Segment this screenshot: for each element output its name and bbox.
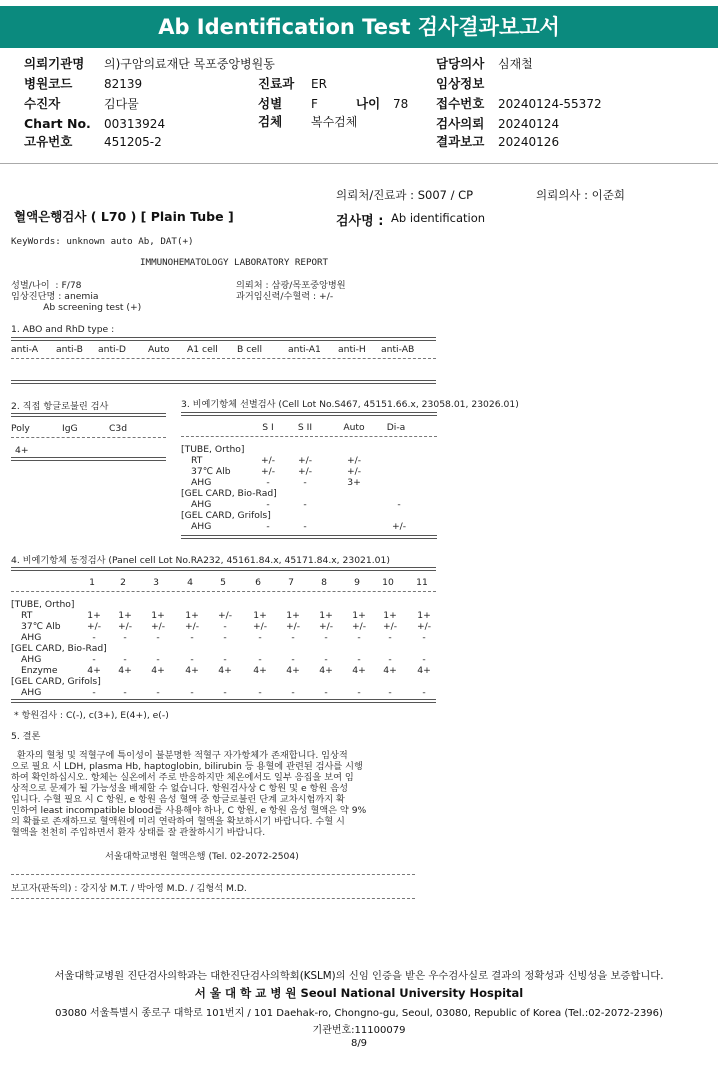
section1-title: 1. ABO and RhD type : xyxy=(11,324,115,335)
screen-cell-3-1: - xyxy=(303,477,307,488)
section4-columns xyxy=(11,577,436,588)
label-unique-no: 고유번호 xyxy=(24,134,73,149)
screen-row-label-2: 37℃ Alb xyxy=(191,466,231,477)
label-institution: 의뢰기관명 xyxy=(24,56,85,71)
panel-cell-3-8: - xyxy=(357,632,361,643)
conclusion-line-3: 상적으로 문제가 될 가능성을 배제할 수 없습니다. 항원검사상 C 항원 및 e 항원 음성 xyxy=(11,783,348,794)
section4-rule-mid xyxy=(11,591,436,592)
patient-diagnosis-2: Ab screening test (+) xyxy=(11,302,142,313)
value-specimen: 복수검체 xyxy=(311,115,358,129)
patient-sex-age: 성별/나이 : F/78 xyxy=(11,280,82,291)
screen-cell-3-2: 3+ xyxy=(347,477,361,488)
panel-cell-6-8: 4+ xyxy=(352,665,366,676)
panel-cell-1-2: 1+ xyxy=(151,610,165,621)
value-sex: F xyxy=(311,97,318,111)
screen-row-label-7: AHG xyxy=(191,521,212,532)
panel-cell-3-5: - xyxy=(258,632,262,643)
panel-row-label-3: AHG xyxy=(21,632,42,643)
panel-cell-5-1: - xyxy=(123,654,127,665)
panel-col-2: 3 xyxy=(153,577,159,588)
section1-columns xyxy=(11,344,436,355)
panel-cell-5-10: - xyxy=(422,654,426,665)
screen-cell-1-2: +/- xyxy=(346,455,362,466)
panel-cell-5-4: - xyxy=(223,654,227,665)
panel-cell-3-6: - xyxy=(291,632,295,643)
panel-cell-6-7: 4+ xyxy=(319,665,333,676)
panel-col-9: 10 xyxy=(382,577,394,588)
antigen-test: * 항원검사 : C(-), c(3+), E(4+), e(-) xyxy=(14,710,169,721)
panel-col-5: 6 xyxy=(255,577,261,588)
section2-values xyxy=(11,445,166,456)
panel-col-1: 2 xyxy=(120,577,126,588)
section4-title: 4. 비예기항체 동정검사 (Panel cell Lot No.RA232, 45161.84.x, 45171.84.x, 23021.01) xyxy=(11,555,390,566)
panel-cell-3-10: - xyxy=(422,632,426,643)
conclusion-line-2: 하여 확인하십시오. 항체는 실온에서 주로 반응하지만 체온에서도 일부 응집을 보여 임 xyxy=(11,772,354,783)
panel-cell-1-3: 1+ xyxy=(185,610,199,621)
label-accession-no: 접수번호 xyxy=(436,96,485,111)
reporter-rule-bottom xyxy=(11,898,415,899)
screen-row-label-6: [GEL CARD, Grifols] xyxy=(181,510,271,521)
panel-cell-6-2: 4+ xyxy=(151,665,165,676)
abo-col-3: Auto xyxy=(148,344,170,355)
reporter-rule-top xyxy=(11,874,415,875)
test-title: 혈액은행검사 ( L70 ) [ Plain Tube ] xyxy=(14,209,234,224)
value-report-date: 20240126 xyxy=(498,135,560,149)
section4-rule-top xyxy=(11,567,436,571)
screen-col-2: Auto xyxy=(343,422,365,433)
panel-cell-3-3: - xyxy=(190,632,194,643)
value-accession-no: 20240124-55372 xyxy=(498,97,602,111)
section2-rule-top xyxy=(11,413,166,417)
panel-row-label-7: [GEL CARD, Grifols] xyxy=(11,676,101,687)
value-unique-no: 451205-2 xyxy=(104,135,162,149)
section3-columns xyxy=(181,422,437,433)
panel-cell-6-1: 4+ xyxy=(118,665,132,676)
section3-title: 3. 비예기항체 선별검사 (Cell Lot No.S467, 45151.66.x, 23058.01, 23026.01) xyxy=(181,399,519,410)
panel-cell-8-2: - xyxy=(156,687,160,698)
conclusion-line-4: 입니다. 수혈 필요 시 C 항원, e 항원 음성 혈액 중 항글로불린 단계 교차시험까지 확 xyxy=(11,794,345,805)
value-patient: 김다물 xyxy=(104,97,139,111)
screen-cell-5-3: - xyxy=(397,499,401,510)
panel-cell-2-0: +/- xyxy=(86,621,102,632)
panel-row-label-0: [TUBE, Ortho] xyxy=(11,599,75,610)
section2-title: 2. 직접 항글로불린 검사 xyxy=(11,401,109,412)
panel-cell-5-6: - xyxy=(291,654,295,665)
screen-cell-2-2: +/- xyxy=(346,466,362,477)
panel-cell-1-10: 1+ xyxy=(417,610,431,621)
referral-dept: 의뢰처/진료과 : S007 / CP xyxy=(336,188,474,202)
panel-cell-6-3: 4+ xyxy=(185,665,199,676)
keywords: KeyWords: unknown auto Ab, DAT(+) xyxy=(11,236,194,247)
panel-cell-8-7: - xyxy=(324,687,328,698)
abo-col-6: anti-A1 xyxy=(288,344,321,355)
test-name-label: 검사명 : xyxy=(336,214,384,229)
panel-cell-8-9: - xyxy=(388,687,392,698)
panel-cell-8-10: - xyxy=(422,687,426,698)
abo-col-7: anti-H xyxy=(338,344,366,355)
reporter: 보고자(판독의) : 강지상 M.T. / 박아영 M.D. / 김형석 M.D. xyxy=(11,883,247,894)
section4-rows xyxy=(11,599,436,698)
section1-rule-top xyxy=(11,337,436,341)
panel-cell-2-4: - xyxy=(223,621,227,632)
panel-cell-8-8: - xyxy=(357,687,361,698)
panel-cell-8-5: - xyxy=(258,687,262,698)
screen-row-label-0: [TUBE, Ortho] xyxy=(181,444,245,455)
label-patient: 수진자 xyxy=(24,96,61,111)
screen-cell-1-0: +/- xyxy=(260,455,276,466)
panel-cell-5-0: - xyxy=(92,654,96,665)
patient-history: 과거임신력/수혈력 : +/- xyxy=(236,291,334,302)
panel-cell-5-5: - xyxy=(258,654,262,665)
panel-cell-6-9: 4+ xyxy=(383,665,397,676)
panel-cell-1-1: 1+ xyxy=(118,610,132,621)
panel-col-8: 9 xyxy=(354,577,360,588)
panel-cell-2-3: +/- xyxy=(184,621,200,632)
section3-rule-top xyxy=(181,412,437,416)
screen-cell-2-0: +/- xyxy=(260,466,276,477)
panel-cell-5-3: - xyxy=(190,654,194,665)
screen-cell-5-1: - xyxy=(303,499,307,510)
panel-cell-5-2: - xyxy=(156,654,160,665)
value-doctor: 심재철 xyxy=(498,57,533,71)
screen-col-1: S II xyxy=(297,422,313,433)
label-hospital-code: 병원코드 xyxy=(24,76,73,91)
patient-referral: 의뢰처 : 삼광/목포중앙병원 xyxy=(236,280,346,291)
footer-hospital: 서 울 대 학 교 병 원 Seoul National University Hospital xyxy=(194,986,524,1000)
referral-doctor: 의뢰의사 : 이준희 xyxy=(536,188,625,202)
panel-col-3: 4 xyxy=(187,577,193,588)
bloodbank-contact: 서울대학교병원 혈액은행 (Tel. 02-2072-2504) xyxy=(105,851,299,862)
section2-rule-bottom xyxy=(11,457,166,461)
panel-cell-3-1: - xyxy=(123,632,127,643)
panel-cell-2-7: +/- xyxy=(318,621,334,632)
panel-col-7: 8 xyxy=(321,577,327,588)
panel-cell-1-4: +/- xyxy=(217,610,233,621)
section3-rule-bottom xyxy=(181,535,437,539)
panel-cell-2-6: +/- xyxy=(285,621,301,632)
panel-cell-1-6: 1+ xyxy=(286,610,300,621)
value-age: 78 xyxy=(393,97,409,111)
panel-cell-2-5: +/- xyxy=(252,621,268,632)
panel-cell-6-4: 4+ xyxy=(218,665,232,676)
label-specimen: 검체 xyxy=(258,114,283,129)
panel-cell-6-10: 4+ xyxy=(417,665,431,676)
header-divider xyxy=(0,163,718,164)
conclusion-line-5: 인하여 least incompatible blood를 사용해야 하나, C 항원, e 항원 음성 혈액은 약 9% xyxy=(11,805,367,816)
screen-row-label-1: RT xyxy=(191,455,203,466)
dat-col-0: Poly xyxy=(11,423,30,434)
screen-col-3: Di-a xyxy=(386,422,406,433)
section3-rows xyxy=(181,444,437,532)
conclusion-line-7: 혈액을 천천히 주입하면서 환자 상태를 잘 관찰하시기 바랍니다. xyxy=(11,827,266,838)
report-title: IMMUNOHEMATOLOGY LABORATORY REPORT xyxy=(140,257,329,268)
label-department: 진료과 xyxy=(258,76,295,91)
screen-cell-7-1: - xyxy=(303,521,307,532)
abo-col-4: A1 cell xyxy=(187,344,218,355)
screen-cell-1-1: +/- xyxy=(297,455,313,466)
panel-cell-1-0: 1+ xyxy=(87,610,101,621)
panel-cell-2-2: +/- xyxy=(150,621,166,632)
panel-cell-3-2: - xyxy=(156,632,160,643)
label-report-date: 결과보고 xyxy=(436,134,485,149)
abo-col-8: anti-AB xyxy=(381,344,415,355)
section2-columns xyxy=(11,423,166,434)
panel-cell-3-7: - xyxy=(324,632,328,643)
panel-cell-8-3: - xyxy=(190,687,194,698)
panel-cell-8-4: - xyxy=(223,687,227,698)
label-clinical-info: 임상정보 xyxy=(436,76,485,91)
panel-cell-8-0: - xyxy=(92,687,96,698)
label-sex: 성별 xyxy=(258,96,283,111)
label-request-date: 검사의뢰 xyxy=(436,116,485,131)
abo-col-5: B cell xyxy=(237,344,263,355)
screen-cell-2-1: +/- xyxy=(297,466,313,477)
panel-cell-6-5: 4+ xyxy=(253,665,267,676)
conclusion-line-6: 의 확률로 존재하므로 혈액원에 미리 연락하여 혈액을 확보하시기 바랍니다. 수혈 시 xyxy=(11,816,345,827)
section1-rule-mid xyxy=(11,358,436,359)
abo-col-2: anti-D xyxy=(98,344,126,355)
panel-row-label-4: [GEL CARD, Bio-Rad] xyxy=(11,643,107,654)
panel-cell-1-5: 1+ xyxy=(253,610,267,621)
section3-rule-mid xyxy=(181,436,437,437)
screen-row-label-5: AHG xyxy=(191,499,212,510)
panel-row-label-8: AHG xyxy=(21,687,42,698)
panel-cell-8-6: - xyxy=(291,687,295,698)
panel-row-label-2: 37℃ Alb xyxy=(21,621,61,632)
dat-value-0: 4+ xyxy=(15,445,29,456)
panel-cell-8-1: - xyxy=(123,687,127,698)
screen-cell-7-3: +/- xyxy=(391,521,407,532)
abo-col-1: anti-B xyxy=(56,344,83,355)
panel-col-6: 7 xyxy=(288,577,294,588)
value-department: ER xyxy=(311,77,327,91)
value-institution: 의)구암의료재단 목포중앙병원동 xyxy=(104,57,275,71)
panel-cell-5-9: - xyxy=(388,654,392,665)
panel-col-10: 11 xyxy=(416,577,428,588)
report-banner-title: Ab Identification Test 검사결과보고서 xyxy=(0,6,718,48)
conclusion-line-0: 환자의 혈청 및 적혈구에 특이성이 불분명한 적혈구 자가항체가 존재합니다. 임상적 xyxy=(11,750,348,761)
dat-col-2: C3d xyxy=(109,423,128,434)
screen-col-0: S I xyxy=(262,422,274,433)
section5-title: 5. 결론 xyxy=(11,731,41,742)
panel-cell-5-8: - xyxy=(357,654,361,665)
value-request-date: 20240124 xyxy=(498,117,560,131)
abo-col-0: anti-A xyxy=(11,344,39,355)
panel-cell-6-6: 4+ xyxy=(286,665,300,676)
patient-diagnosis: 임상진단명 : anemia xyxy=(11,291,99,302)
panel-cell-6-0: 4+ xyxy=(87,665,101,676)
panel-cell-1-9: 1+ xyxy=(383,610,397,621)
panel-row-label-1: RT xyxy=(21,610,33,621)
label-chart-no: Chart No. xyxy=(24,116,91,131)
label-age: 나이 xyxy=(356,96,381,111)
panel-cell-2-1: +/- xyxy=(117,621,133,632)
footer-org-no: 기관번호:11100079 xyxy=(312,1025,406,1036)
panel-cell-3-9: - xyxy=(388,632,392,643)
panel-row-label-5: AHG xyxy=(21,654,42,665)
value-chart-no: 00313924 xyxy=(104,117,166,131)
footer-certification: 서울대학교병원 진단검사의학과는 대한진단검사의학회(KSLM)의 신임 인증을 받은 우수검사실로 결과의 정확성과 신빙성을 보증합니다. xyxy=(54,970,664,982)
value-hospital-code: 82139 xyxy=(104,77,143,91)
footer-page-number: 8/9 xyxy=(350,1038,368,1049)
panel-col-4: 5 xyxy=(220,577,226,588)
conclusion-line-1: 으로 필요 시 LDH, plasma Hb, haptoglobin, bilirubin 등 용혈에 관련된 검사를 시행 xyxy=(11,761,363,772)
section1-rule-bottom xyxy=(11,380,436,384)
test-name: Ab identification xyxy=(391,211,486,225)
screen-cell-3-0: - xyxy=(266,477,270,488)
panel-cell-2-8: +/- xyxy=(351,621,367,632)
panel-cell-3-4: - xyxy=(223,632,227,643)
footer-address: 03080 서울특별시 종로구 대학로 101번지 / 101 Daehak-ro, Chongno-gu, Seoul, 03080, Republic of Korea (Tel.:02-2072-2396) xyxy=(55,1008,663,1019)
screen-cell-7-0: - xyxy=(266,521,270,532)
screen-cell-5-0: - xyxy=(266,499,270,510)
screen-row-label-3: AHG xyxy=(191,477,212,488)
panel-col-0: 1 xyxy=(89,577,95,588)
panel-cell-3-0: - xyxy=(92,632,96,643)
panel-row-label-6: Enzyme xyxy=(21,665,58,676)
section2-rule-mid xyxy=(11,437,166,438)
screen-row-label-4: [GEL CARD, Bio-Rad] xyxy=(181,488,277,499)
panel-cell-2-10: +/- xyxy=(416,621,432,632)
panel-cell-1-8: 1+ xyxy=(352,610,366,621)
panel-cell-2-9: +/- xyxy=(382,621,398,632)
dat-col-1: IgG xyxy=(62,423,78,434)
label-doctor: 담당의사 xyxy=(436,56,485,71)
panel-cell-1-7: 1+ xyxy=(319,610,333,621)
section4-rule-bottom xyxy=(11,699,436,703)
panel-cell-5-7: - xyxy=(324,654,328,665)
